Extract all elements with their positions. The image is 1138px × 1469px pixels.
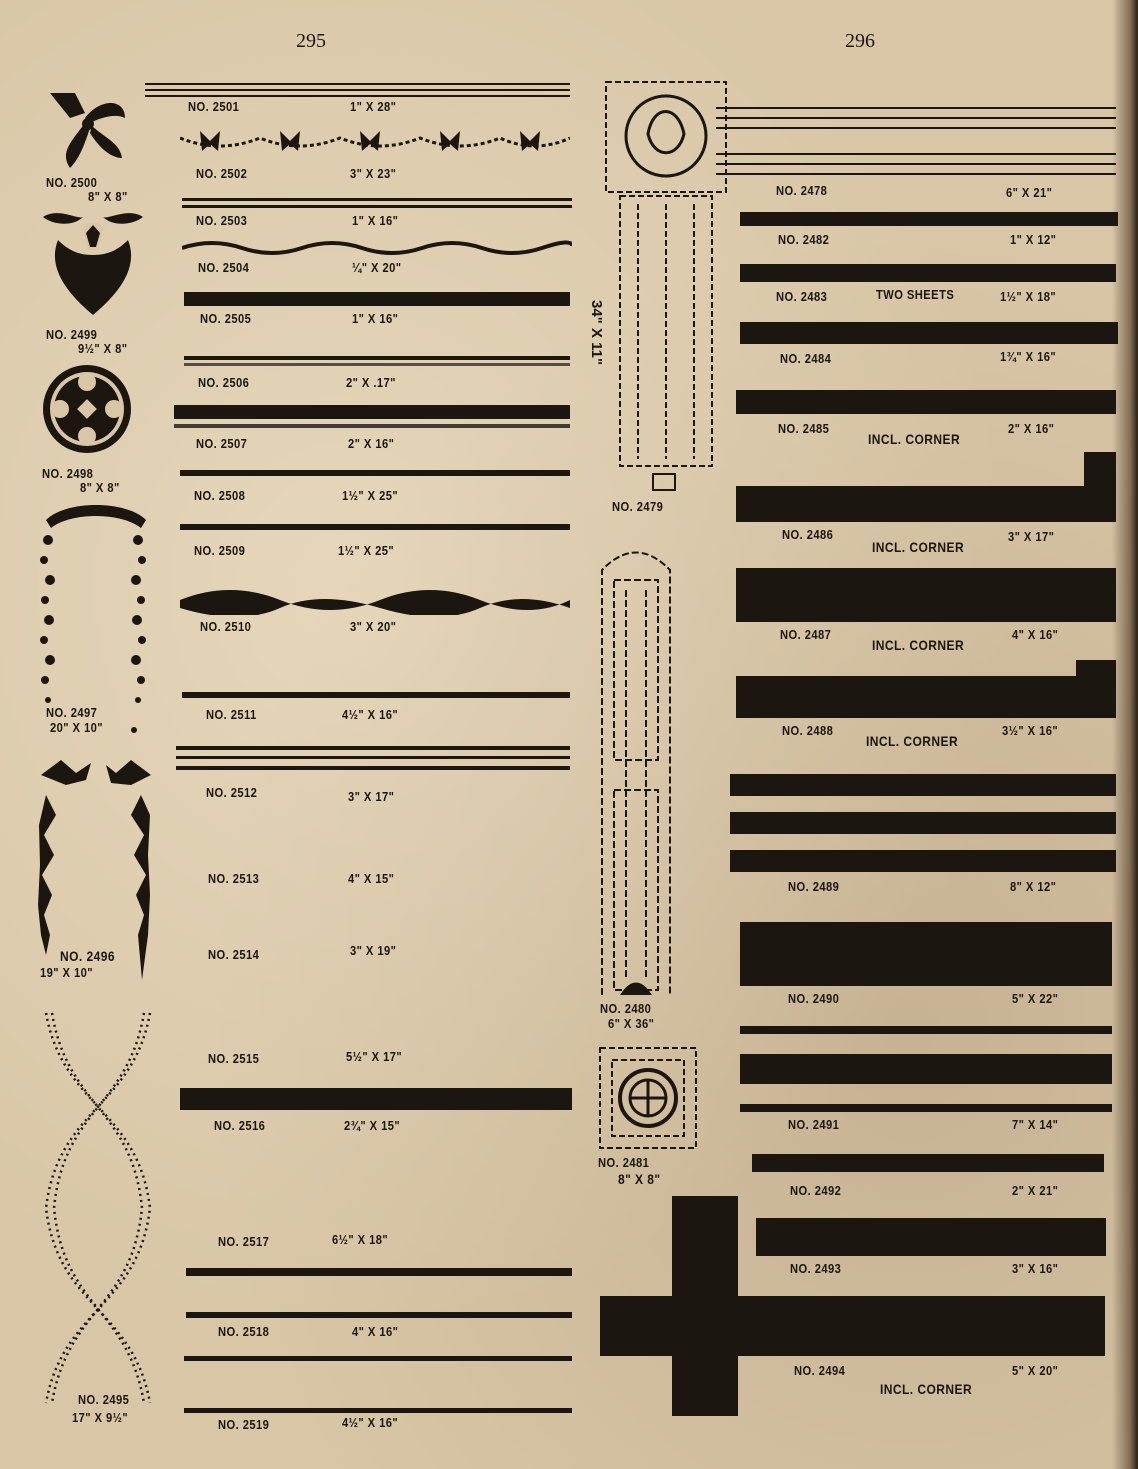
border-2486-number: NO. 2486 [782, 527, 834, 542]
border-2519-interlace [184, 1356, 572, 1414]
panel-2479-tulip-corner [598, 74, 733, 494]
border-2486-key-with-corner [736, 452, 1116, 524]
border-2489-cross-stitch [730, 772, 1116, 876]
border-2514-scroll-palmette [178, 900, 570, 944]
page-number-left: 295 [296, 30, 326, 52]
stencil-2498-size: 8" X 8" [80, 480, 120, 495]
border-2502-bow-garland [180, 126, 570, 166]
border-2508-number: NO. 2508 [194, 488, 246, 503]
border-2492-step-blocks [752, 1150, 1104, 1176]
panel-2480-arched-column [596, 540, 676, 1000]
border-2506-size: 2" X .17" [346, 375, 396, 390]
border-2509-bead-chain [180, 516, 570, 538]
border-2493-number: NO. 2493 [790, 1261, 842, 1276]
border-2515-size: 5½" X 17" [346, 1049, 403, 1064]
border-2483-key-pattern [740, 264, 1116, 284]
border-2484-size: 1¾" X 16" [1000, 349, 1057, 364]
border-2513-fleur-de-lis [178, 815, 570, 865]
stencil-2500-bow-icon [40, 88, 135, 173]
panel-2481-square-rosette [598, 1046, 698, 1150]
stencil-2499-lily-icon [38, 205, 148, 325]
border-2504-wave-line [182, 238, 572, 258]
border-2490-lattice-panel [740, 922, 1112, 988]
border-2514-size: 3" X 19" [350, 943, 397, 958]
border-2478-number: NO. 2478 [776, 183, 828, 198]
border-2514-number: NO. 2514 [208, 947, 260, 962]
stencil-2499-size: 9½" X 8" [78, 341, 128, 356]
border-2494-note: INCL. CORNER [880, 1381, 973, 1397]
border-2506-number: NO. 2506 [198, 375, 250, 390]
border-2513-number: NO. 2513 [208, 871, 260, 886]
border-2505-number: NO. 2505 [200, 311, 252, 326]
border-2494-tile-with-corner [600, 1196, 1110, 1418]
border-2518-arcade [186, 1268, 572, 1320]
border-2504-size: ¼" X 20" [352, 260, 402, 275]
border-2502-number: NO. 2502 [196, 166, 248, 181]
border-2518-number: NO. 2518 [218, 1324, 270, 1339]
border-2491-chain-links [740, 1024, 1112, 1114]
border-2483-note: TWO SHEETS [876, 287, 955, 302]
border-2510-number: NO. 2510 [200, 619, 252, 634]
border-2512-number: NO. 2512 [206, 785, 258, 800]
border-2486-note: INCL. CORNER [872, 539, 965, 555]
border-2503-number: NO. 2503 [196, 213, 248, 228]
border-2516-size: 2¾" X 15" [344, 1118, 401, 1133]
border-2493-size: 3" X 16" [1012, 1261, 1059, 1276]
border-2491-number: NO. 2491 [788, 1117, 840, 1132]
border-2485-number: NO. 2485 [778, 421, 830, 436]
border-2488-size: 3½" X 16" [1002, 723, 1059, 738]
border-2494-size: 5" X 20" [1012, 1363, 1059, 1378]
border-2505-size: 1" X 16" [352, 311, 399, 326]
border-2487-meander [736, 568, 1116, 624]
border-2512-geometric-rails [176, 740, 570, 780]
border-2515-number: NO. 2515 [208, 1051, 260, 1066]
panel-2481-number: NO. 2481 [598, 1155, 650, 1170]
border-2501-size: 1" X 28" [350, 99, 397, 114]
border-2487-size: 4" X 16" [1012, 627, 1059, 642]
border-2489-number: NO. 2489 [788, 879, 840, 894]
border-2507-zigzag-band [174, 405, 570, 429]
border-2512-size: 3" X 17" [348, 789, 395, 804]
stencil-2496-size: 19" X 10" [40, 965, 94, 980]
border-2485-size: 2" X 16" [1008, 421, 1055, 436]
border-2511-number: NO. 2511 [206, 707, 257, 722]
border-2482-number: NO. 2482 [778, 232, 830, 247]
border-2516-number: NO. 2516 [214, 1118, 266, 1133]
border-2486-size: 3" X 17" [1008, 529, 1055, 544]
border-2511-size: 4½" X 16" [342, 707, 399, 722]
stencil-2495-number: NO. 2495 [78, 1392, 130, 1407]
border-2507-number: NO. 2507 [196, 436, 248, 451]
border-2488-mosaic [736, 660, 1116, 720]
border-2492-size: 2" X 21" [1012, 1183, 1059, 1198]
border-2501-lines [145, 80, 570, 100]
border-2510-floral-vine [180, 570, 570, 615]
panel-2479-number: NO. 2479 [612, 499, 664, 514]
border-2511-leaf-fan [182, 648, 570, 704]
border-2482-size: 1" X 12" [1010, 232, 1057, 247]
border-2484-number: NO. 2484 [780, 351, 832, 366]
border-2484-square-motif [740, 322, 1118, 346]
border-2489-size: 8" X 12" [1010, 879, 1057, 894]
border-2509-size: 1½" X 25" [338, 543, 395, 558]
border-2491-size: 7" X 14" [1012, 1117, 1059, 1132]
stencil-2500-size: 8" X 8" [88, 189, 128, 204]
stencil-2496-number: NO. 2496 [60, 948, 115, 964]
border-2518-size: 4" X 16" [352, 1324, 399, 1339]
panel-2480-number: NO. 2480 [600, 1001, 652, 1016]
border-2487-number: NO. 2487 [780, 627, 832, 642]
border-2519-size: 4½" X 16" [342, 1415, 399, 1430]
border-2508-size: 1½" X 25" [342, 488, 399, 503]
border-2507-size: 2" X 16" [348, 436, 395, 451]
border-2492-number: NO. 2492 [790, 1183, 842, 1198]
border-2494-number: NO. 2494 [794, 1363, 846, 1378]
panel-2479-rotated-size: 34" X 11" [588, 300, 605, 366]
panel-2480-size: 6" X 36" [608, 1016, 655, 1031]
border-2485-note: INCL. CORNER [868, 431, 961, 447]
border-2503-size: 1" X 16" [352, 213, 399, 228]
border-2478-line-rails [716, 98, 1116, 180]
border-2490-number: NO. 2490 [788, 991, 840, 1006]
stencil-2498-medallion-icon [42, 362, 132, 457]
stencil-2500-number: NO. 2500 [46, 175, 98, 190]
border-2487-note: INCL. CORNER [872, 637, 965, 653]
border-2502-size: 3" X 23" [350, 166, 397, 181]
border-2483-size: 1½" X 18" [1000, 289, 1057, 304]
border-2510-size: 3" X 20" [350, 619, 397, 634]
border-2490-size: 5" X 22" [1012, 991, 1059, 1006]
border-2506-dentil-row [184, 338, 570, 368]
border-2516-chevron-band [180, 1086, 572, 1112]
border-2508-bead-chain [180, 462, 570, 484]
border-2501-number: NO. 2501 [188, 99, 240, 114]
panel-2481-size: 8" X 8" [618, 1171, 661, 1187]
border-2517-number: NO. 2517 [218, 1234, 270, 1249]
border-2488-note: INCL. CORNER [866, 733, 959, 749]
border-2509-number: NO. 2509 [194, 543, 246, 558]
stencil-2498-number: NO. 2498 [42, 466, 94, 481]
stencil-2497-number: NO. 2497 [46, 705, 98, 720]
border-2519-number: NO. 2519 [218, 1417, 270, 1432]
border-2504-number: NO. 2504 [198, 260, 250, 275]
stencil-2495-size: 17" X 9½" [72, 1410, 129, 1425]
stencil-2495-dotted-twist-icon [38, 1008, 158, 1408]
border-2517-size: 6½" X 18" [332, 1232, 389, 1247]
border-2517-lotus-scroll [180, 1148, 572, 1228]
border-2513-size: 4" X 15" [348, 871, 395, 886]
page-number-right: 296 [845, 30, 875, 52]
border-2515-thistle [178, 978, 570, 1044]
border-2483-number: NO. 2483 [776, 289, 828, 304]
border-2505-triangle-band [184, 292, 570, 306]
stencil-2497-size: 20" X 10" [50, 720, 104, 735]
border-2488-number: NO. 2488 [782, 723, 834, 738]
stencil-2499-number: NO. 2499 [46, 327, 98, 342]
border-2478-size: 6" X 21" [1006, 185, 1053, 200]
border-2482-fret [740, 212, 1118, 228]
border-2485-greek-key [736, 390, 1116, 416]
border-2503-diamond-chain [182, 196, 572, 210]
